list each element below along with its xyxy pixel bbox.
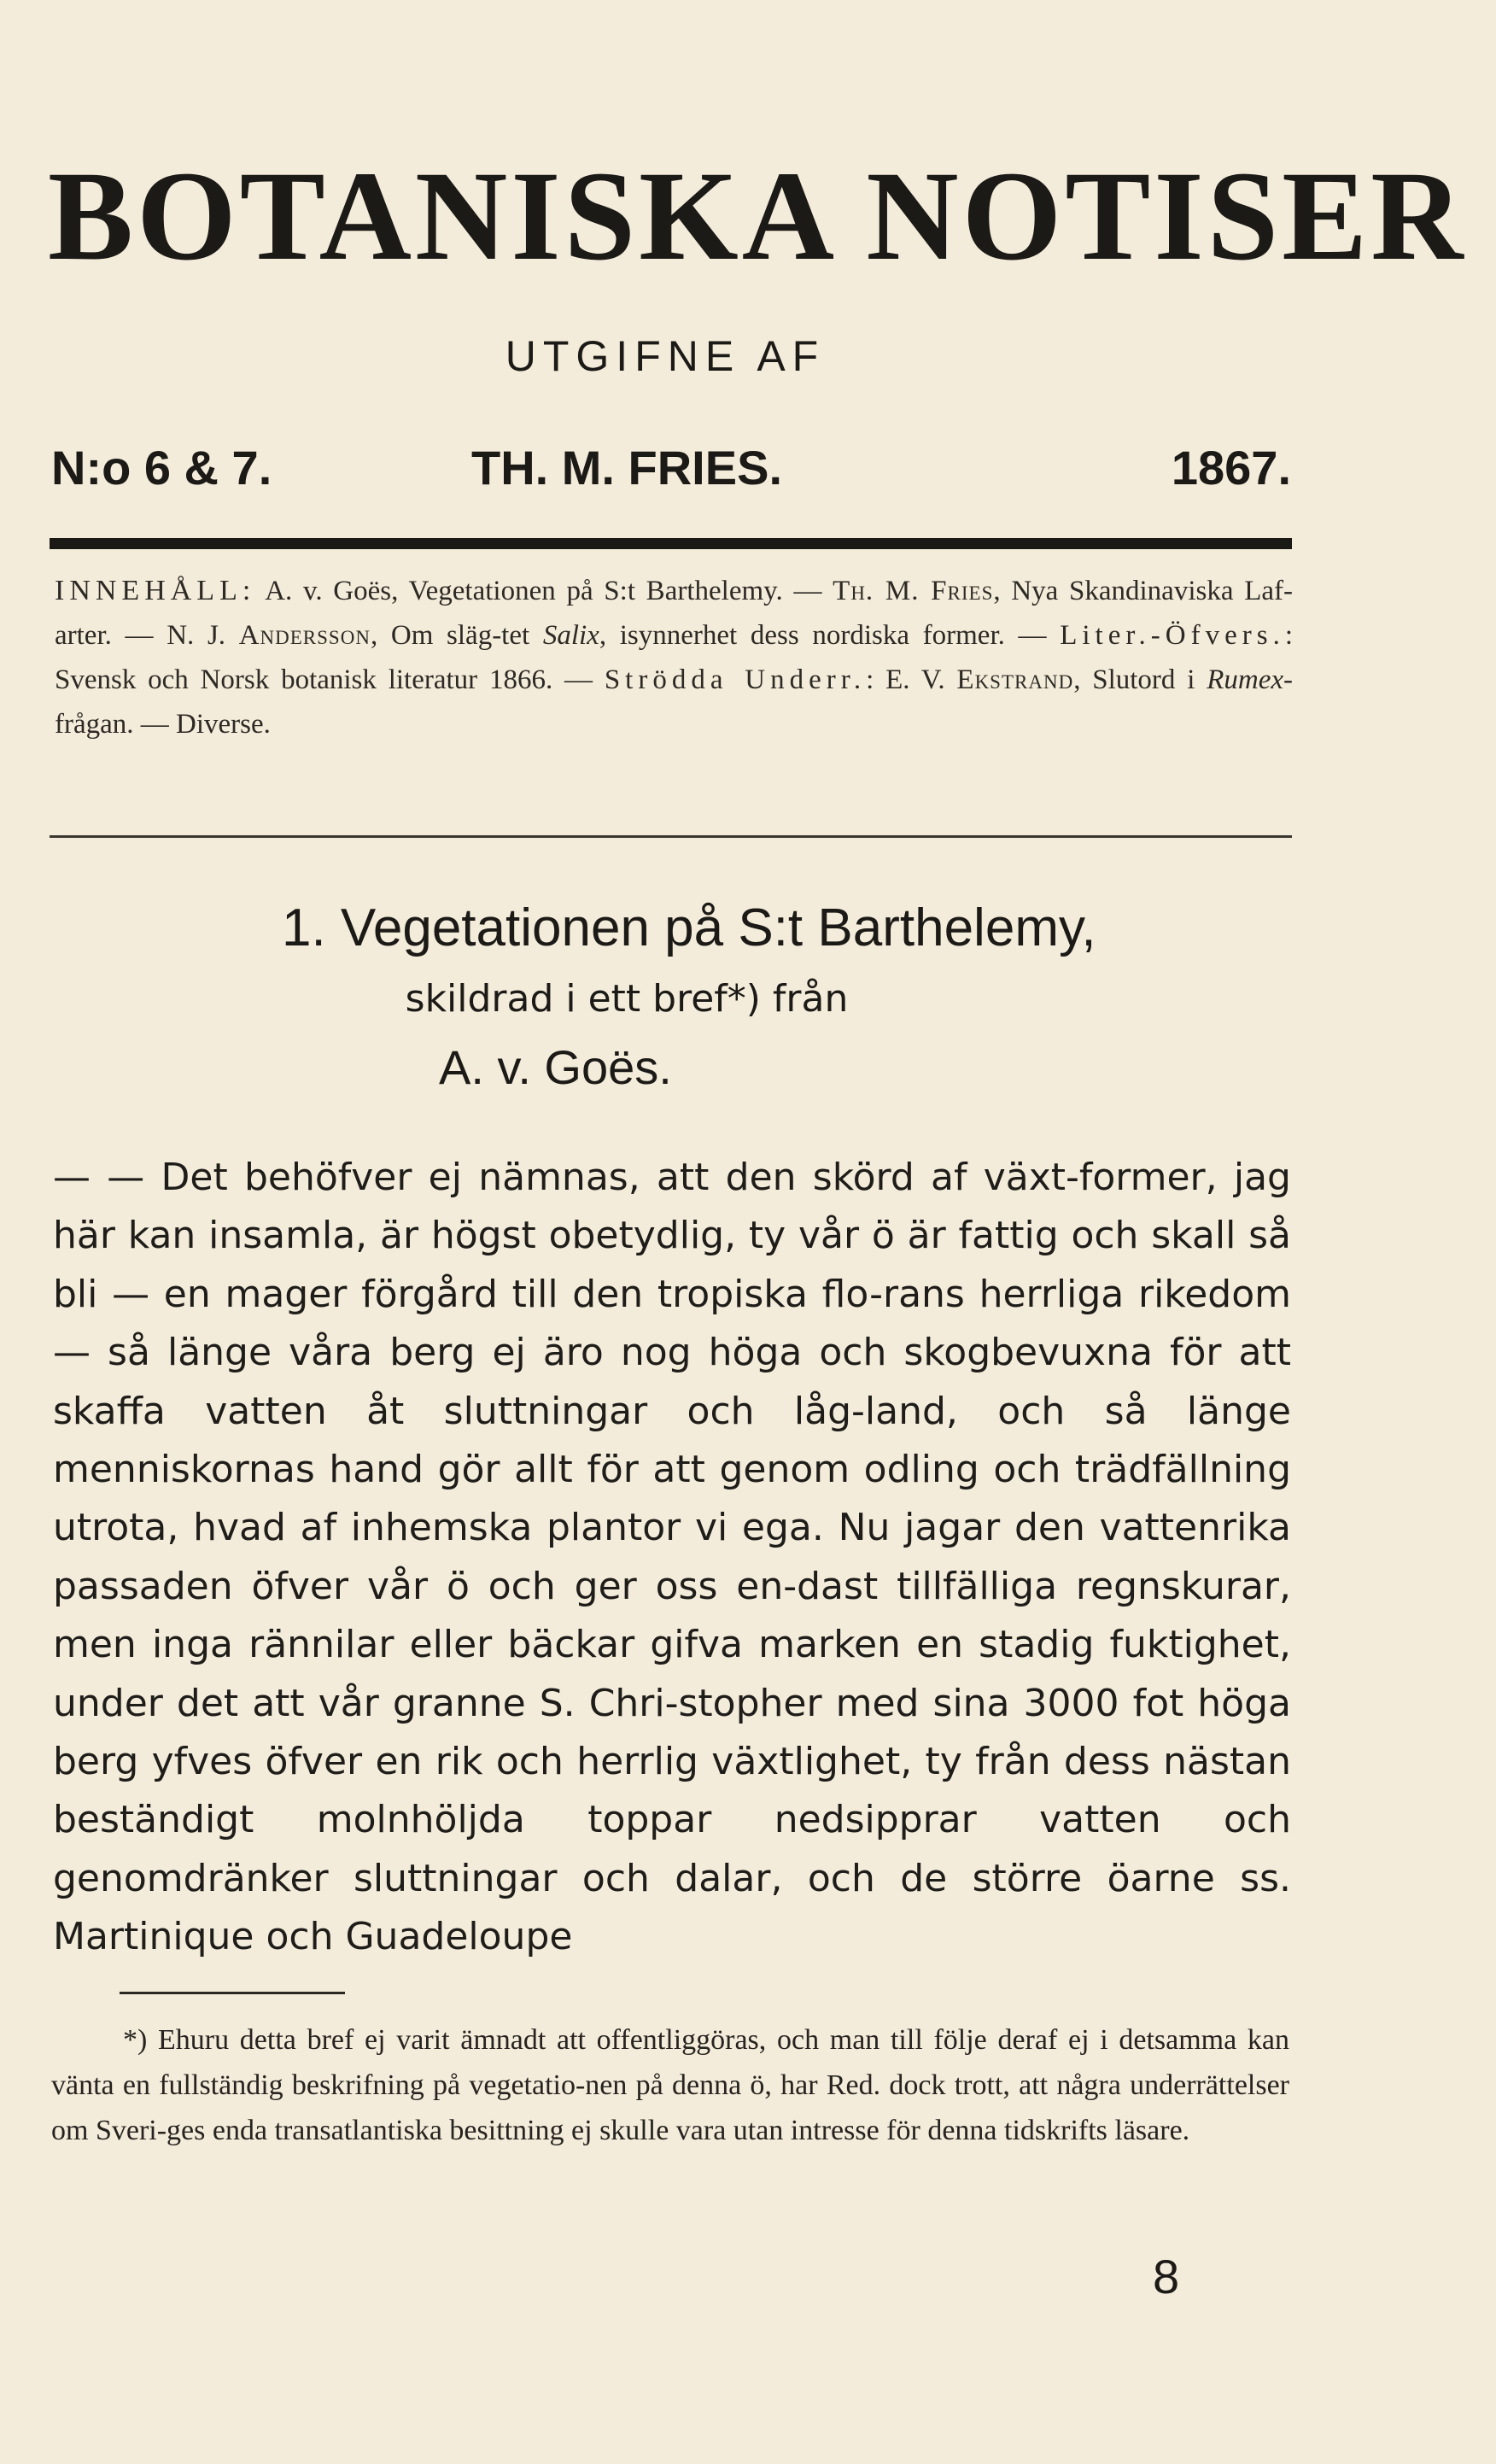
contents-section: Liter.-Öfvers. [1060,620,1285,651]
article-body: — — Det behöfver ej nämnas, att den skörd af växt-former, jag här kan insamla, är högst obetydlig, ty vår ö är fattig och skall så bli — en mager förgård till den tropiska flo-rans herrliga rikedom — så länge våra berg ej äro nog höga och skogbevuxna för att skaffa vatten åt sluttningar och låg-land, och så länge menniskornas hand gör allt för att genom odling och trädfällning utrota, hvad af inhemska plantor vi ega. Nu jagar den vattenrika passaden öfver vår ö och ger oss en-dast tillfälliga regnskurar, men inga rännilar eller bäckar gifva marken en stadig fuktighet, under det att vår granne S. Chri-stopher med sina 3000 fot höga berg yfves öfver en rik och herrlig växtlighet, ty från dess nästan beständigt molnhöljda toppar nedsipprar vatten och genomdränker sluttningar och dalar, och de större öarne ss. Martinique och Guadeloupe [53,1156,1291,1959]
contents-taxon: Rumex [1207,664,1283,695]
contents-text: , Nya Skandinaviska Laf-arter. — N. J. [55,576,1293,651]
table-of-contents [55,569,1293,746]
contents-author: Ekstrand [956,664,1074,695]
contents-text: : E. V. [866,664,957,695]
contents-taxon: Salix [542,620,599,651]
contents-text: , Slutord i [1073,664,1207,695]
contents-author: Andersson [238,620,371,651]
issue-number: N:o 6 & 7. [51,441,272,495]
footnote-rule [120,1992,345,1994]
contents-rule [50,835,1292,838]
contents-section: Strödda Underr. [604,664,867,695]
contents-text: , Om släg-tet [370,620,543,651]
journal-title: BOTANISKA NOTISER [48,145,1467,287]
article-byline: skildrad i ett bref*) från [405,977,849,1021]
article-title: 1. Vegetationen på S:t Barthelemy, [282,898,1096,957]
contents-label: INNEHÅLL: [55,575,256,606]
footnote [51,2017,1289,2153]
issue-year: 1867. [1171,441,1291,495]
page-number: 8 [1153,2250,1180,2303]
header-rule [50,538,1292,549]
footnote-text: *) Ehuru detta bref ej varit ämnadt att offentliggöras, och man till följe deraf ej i detsamma kan vänta en fullständig beskrifning på vegetatio-nen på denna ö, har Red. dock trott, att några underrättelser om Sveri-ges enda transatlantiska besittning ej skulle vara utan intresse för denna tidskrifts läsare. [51,2024,1289,2146]
article-author: A. v. Goës. [439,1040,672,1094]
contents-text: -frågan. — Diverse. [55,664,1293,740]
contents-author: Th. M. Fries [833,576,994,606]
editor-name: TH. M. FRIES. [471,441,782,495]
contents-text: , isynnerhet dess nordiska former. — [599,620,1061,651]
contents-text: : Svensk och Norsk botanisk literatur 1866. — [55,620,1293,695]
contents-text: A. v. Goës, Vegetationen på S:t Barthelemy. — [265,576,833,606]
journal-subtitle: UTGIFNE AF [505,332,826,380]
